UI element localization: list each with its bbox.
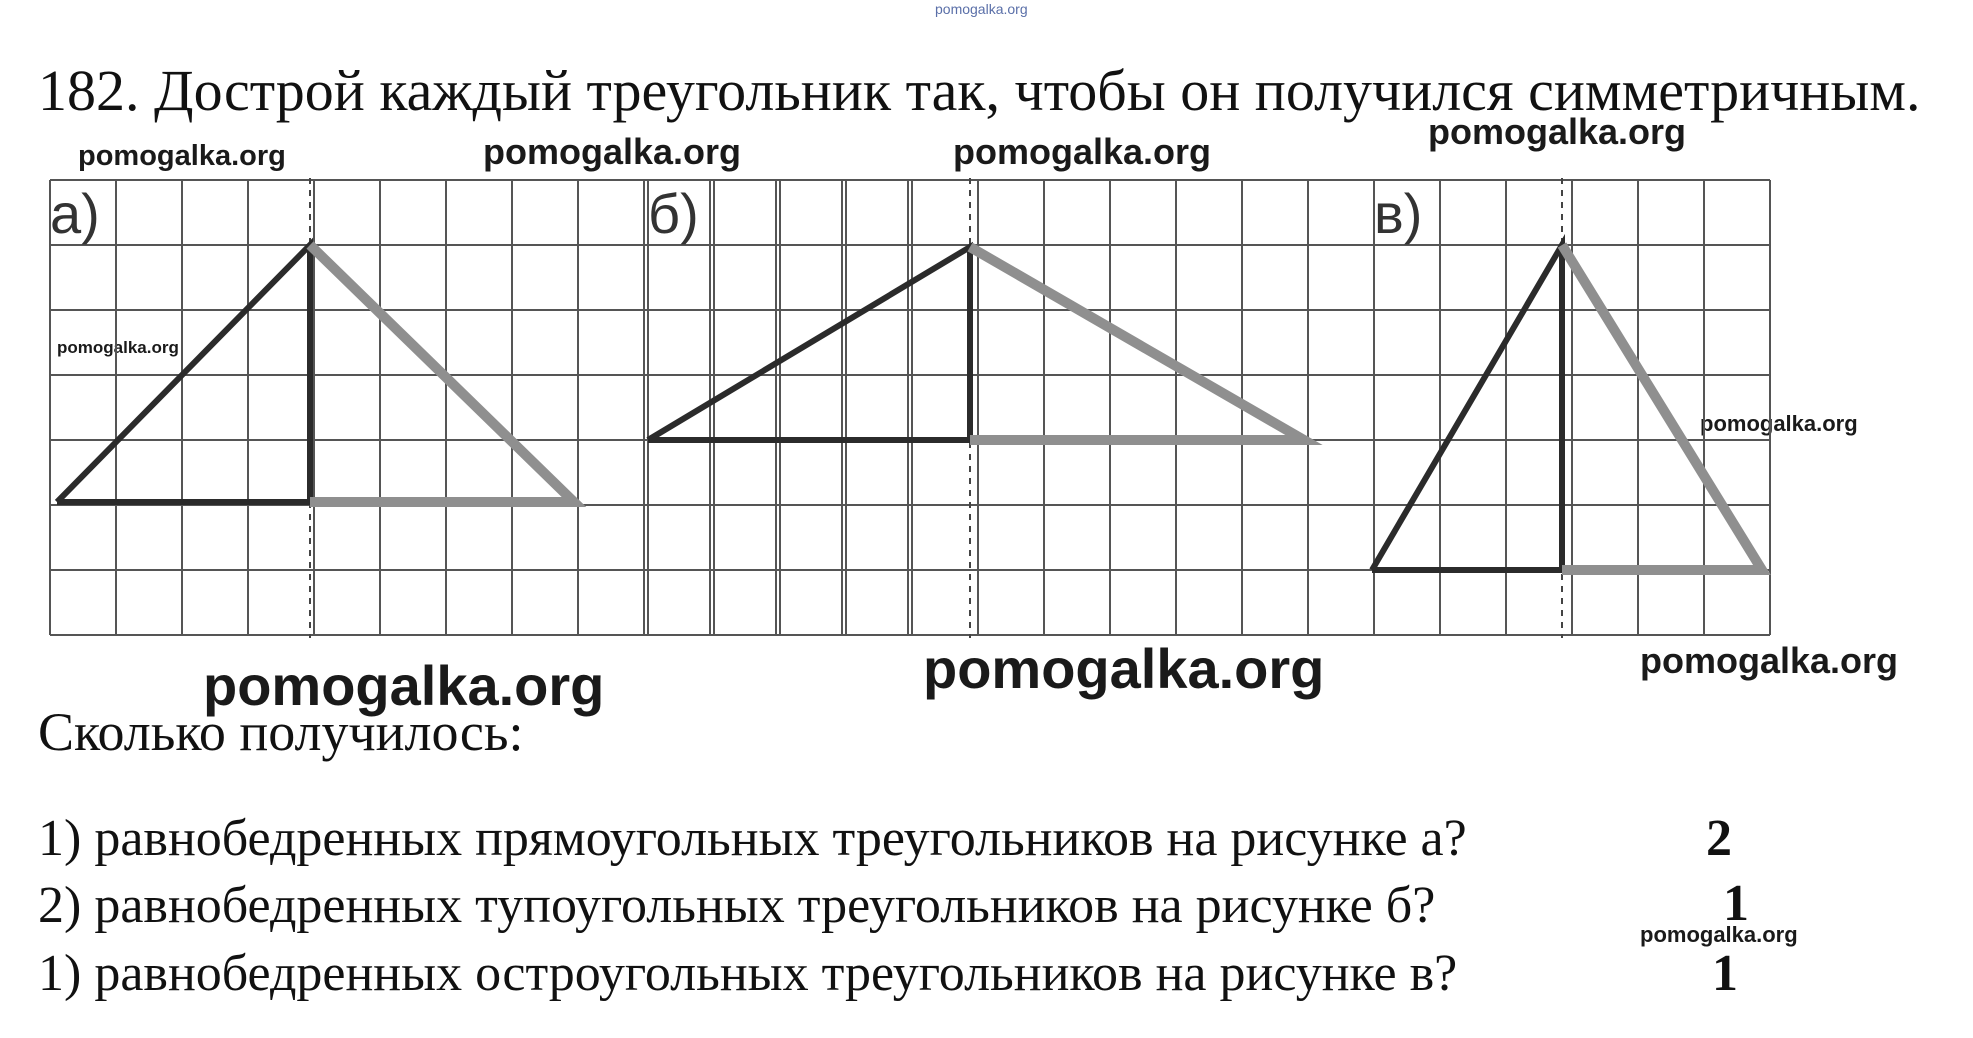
watermark: pomogalka.org <box>57 338 179 357</box>
exercise-title: 182. Дострой каждый треугольник так, чтобы он получился симметричным. <box>38 58 1921 123</box>
watermark: pomogalka.org <box>483 131 742 172</box>
watermark: pomogalka.org <box>1428 111 1687 152</box>
triangle-a-original <box>57 245 310 502</box>
answer-3: 1 <box>1712 945 1738 1002</box>
watermark: pomogalka.org <box>1640 640 1899 681</box>
watermark: pomogalka.org <box>78 140 286 172</box>
panel-label-c: в) <box>1374 182 1423 245</box>
watermark: pomogalka.org <box>1700 411 1858 436</box>
question-1: 1) равнобедренных прямоугольных треугольников на рисунке а? <box>38 810 1467 867</box>
answer-2: 1 <box>1723 875 1749 932</box>
question-2: 2) равнобедренных тупоугольных треугольников на рисунке б? <box>38 877 1436 934</box>
question-intro: Сколько получилось: <box>38 702 524 762</box>
panel-label-a: а) <box>50 182 100 245</box>
answer-1: 2 <box>1706 810 1732 867</box>
triangle-a-reflection <box>310 245 574 502</box>
question-3: 1) равнобедренных остроугольных треугольников на рисунке в? <box>38 945 1458 1002</box>
watermark: pomogalka.org <box>953 131 1212 172</box>
watermark: pomogalka.org <box>923 637 1325 700</box>
watermark: pomogalka.org <box>203 654 605 717</box>
watermark: pomogalka.org <box>1640 922 1798 947</box>
panel-label-b: б) <box>648 182 699 245</box>
triangle-b-original <box>648 247 970 440</box>
triangle-c-original <box>1372 245 1562 570</box>
triangle-b-reflection <box>970 247 1304 440</box>
watermark-top: pomogalka.org <box>935 1 1028 17</box>
triangle-c-reflection <box>1562 245 1762 570</box>
